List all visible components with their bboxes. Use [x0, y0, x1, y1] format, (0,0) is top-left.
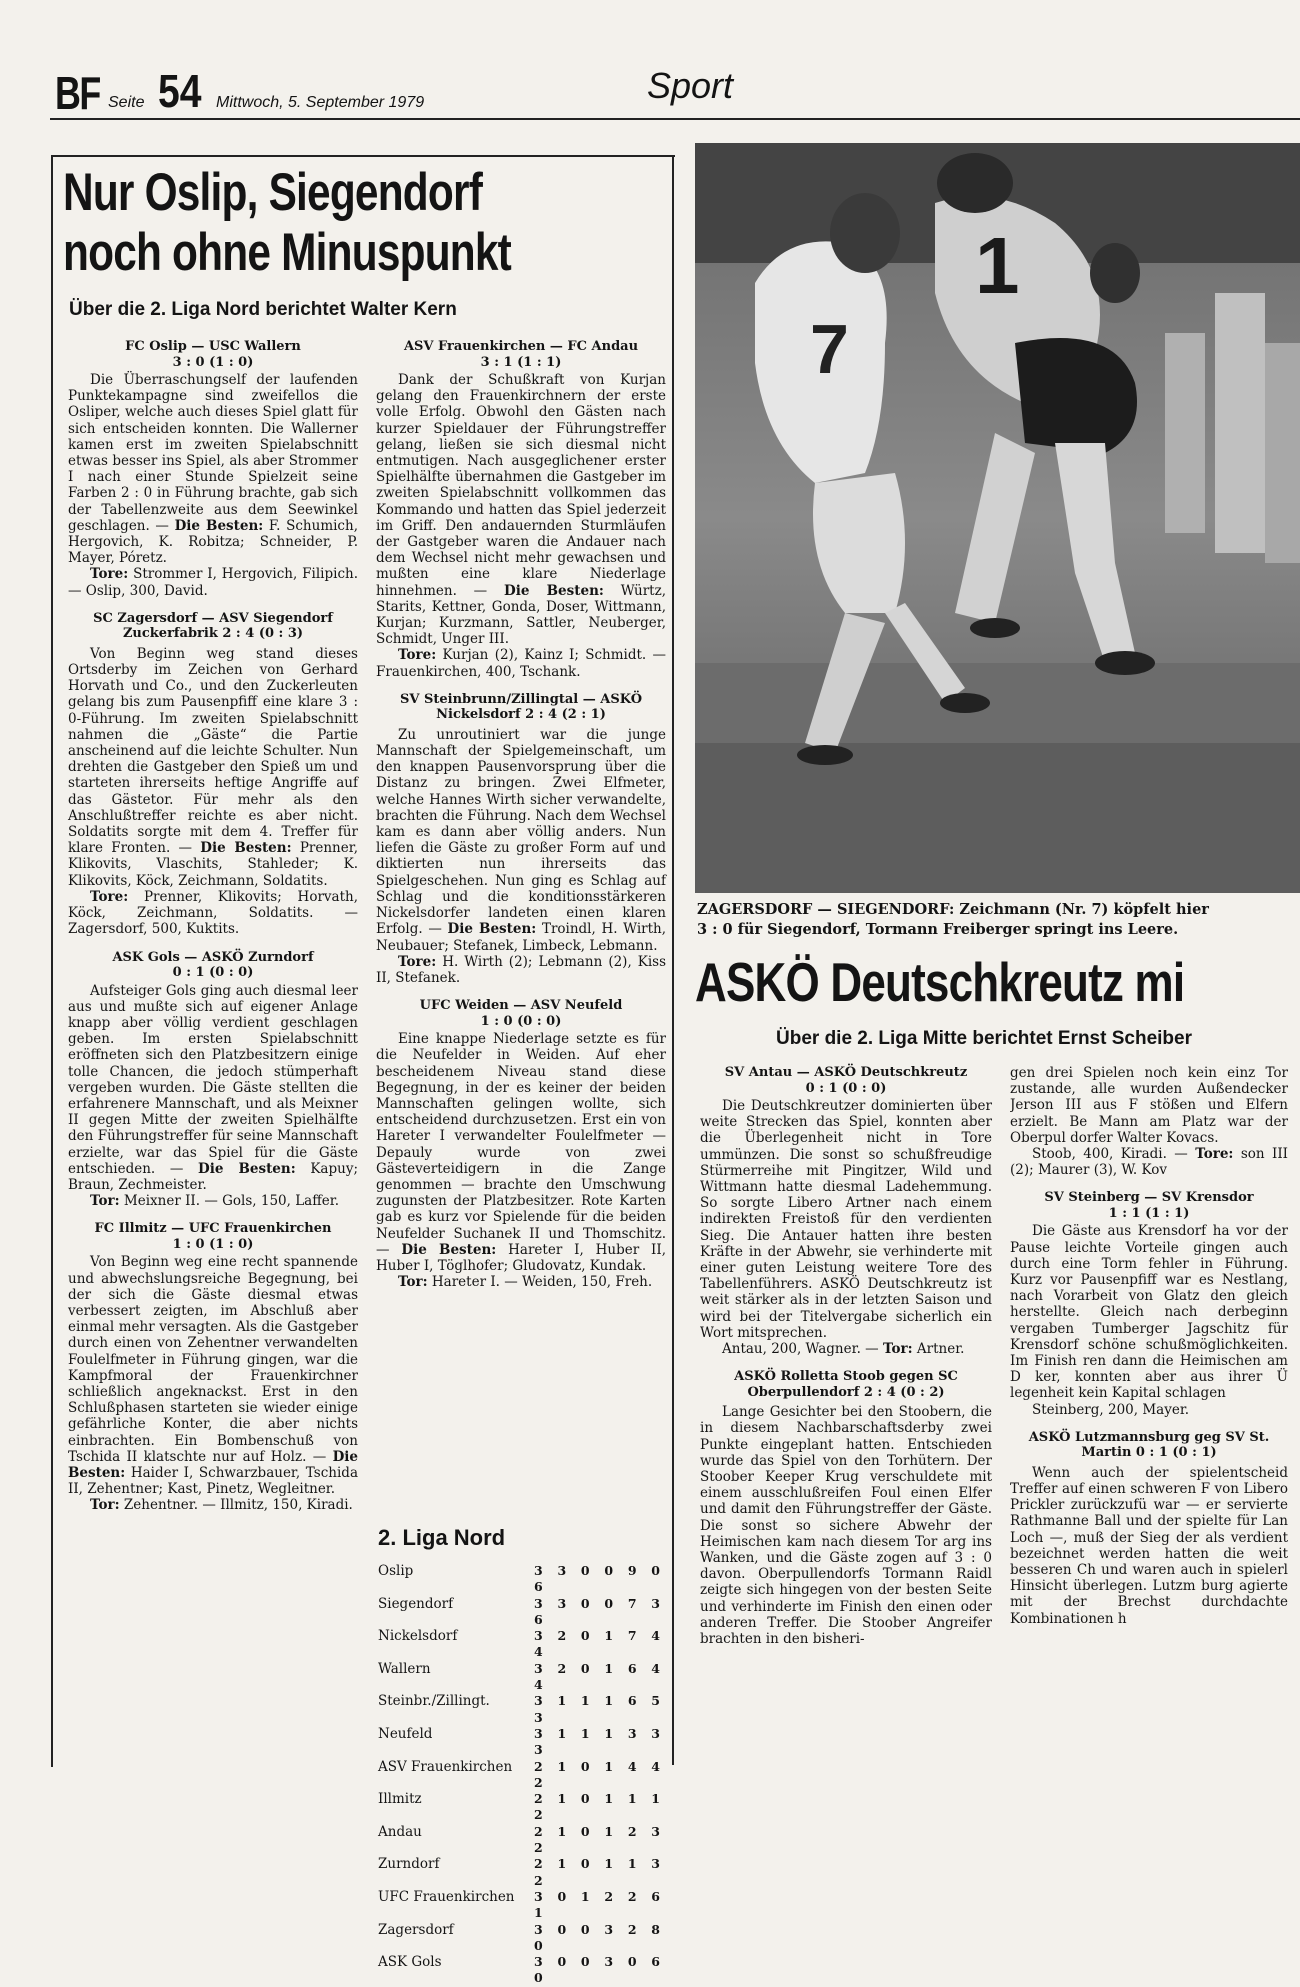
- match-report: [68, 983, 358, 1194]
- match-heading: UFC Weiden — ASV Neufeld: [419, 998, 623, 1014]
- masthead-rule: [50, 118, 1300, 120]
- league-table-rows: [378, 1563, 668, 1987]
- best-players-label: Die Besten:: [68, 1448, 358, 1481]
- report-text: Zu unroutiniert war die junge Mannschaft der Spielgemeinschaft, um den knappen Pausenvorsprung über die Distanz zu bringen. Zwei Elfmeter, welche Hannes Wirth sicher verwandelte, brachten die Führung. Nach dem Wechsel kam es dann aber völlig anders. Nun liefen die Gäste zu großer Form auf und diktierten nun ihrerseits das Spielgeschehen. Nun ging es Schlag auf Schlag und die konditionsstärkeren Nickelsdorfer landeten einen klaren Erfolg. —: [376, 726, 666, 938]
- match-scorers: [376, 647, 666, 679]
- best-players: Kapuy; Braun, Zechmeister.: [68, 1160, 358, 1193]
- team-stats: 3 0 0 3 2 8 0: [534, 1921, 666, 1953]
- best-players: F. Schumich, Hergovich, K. Robitza; Schneider, P. Mayer, Póretz.: [68, 517, 358, 567]
- best-players-label: Die Besten:: [200, 840, 292, 857]
- match-heading: ASV Frauenkirchen — FC Andau: [403, 339, 639, 354]
- match-heading: FC Oslip — USC Wallern: [125, 339, 301, 354]
- match-heading: FC Illmitz — UFC Frauenkirchen: [94, 1221, 332, 1237]
- league-table-title: 2. Liga Nord: [378, 1525, 506, 1550]
- match-scorers: [68, 1497, 358, 1513]
- headline-line-2: noch ohne Minuspunkt: [63, 223, 511, 282]
- goals-label: Tore:: [398, 953, 437, 970]
- league-table-row: [378, 1954, 668, 1987]
- goals: Zehentner. — Illmitz, 150, Kiradi.: [123, 1497, 353, 1514]
- league-table-row: [378, 1596, 668, 1629]
- match-report: [68, 646, 358, 889]
- article-column-1: [68, 339, 358, 1514]
- newspaper-logo: BF: [55, 67, 100, 119]
- report-text: Dank der Schußkraft von Kurjan gelang den Frauenkirchnern der erste volle Erfolg. Obwohl den Gästen nach kurzer Spieldauer der Führungstreffer gelang, ließen sie sich diesmal nicht entmutigen. Nach ausgeglichener erster Spielhälfte übernahmen die Gastgeber im zweiten Spielabschnitt vollkommen das Kommando und hatten das Spiel jederzeit im Griff. Den andauernden Sturmläufen der Gastgeber waren die Andauer nach dem Wechsel nicht mehr gewachsen und mußten eine klare Niederlage hinnehmen. —: [376, 372, 666, 599]
- goals-label: Tore:: [1195, 1146, 1234, 1163]
- match-score: 1 : 0 (1 : 0): [172, 1236, 254, 1252]
- team-stats: 2 1 0 1 2 3 2: [534, 1823, 666, 1856]
- team-name: ASV Frauenkirchen: [378, 1758, 513, 1775]
- match-heading: SV Steinbrunn/Zillingtal — ASKÖ Nickelsdorf 2 : 4 (2 : 1): [399, 691, 643, 723]
- match-heading: ASK Gols — ASKÖ Zurndorf: [112, 949, 314, 965]
- photo-caption: [697, 900, 1287, 940]
- league-table-row: [378, 1759, 668, 1792]
- goals: Strommer I, Hergovich, Filipich. — Oslip, 300, David.: [68, 566, 358, 599]
- league-table-row: [378, 1856, 668, 1889]
- match-info: Antau, 200, Wagner. —: [722, 1341, 879, 1358]
- goals-label: Tore:: [398, 647, 437, 664]
- goals: Kurjan (2), Kainz I; Schmidt. — Frauenkirchen, 400, Tschank.: [376, 647, 667, 680]
- article-box-right-rule: [672, 155, 674, 1765]
- team-name: ASK Gols: [378, 1954, 442, 1971]
- league-table-row: [378, 1791, 668, 1824]
- match-heading: SC Zagersdorf — ASV Siegendorf Zuckerfabrik 2 : 4 (0 : 3): [93, 610, 333, 642]
- match-heading: SV Antau — ASKÖ Deutschkreutz: [724, 1065, 968, 1080]
- match-heading: ASKÖ Lutzmannsburg geg SV St. Martin 0 : 1 (0 : 1): [1028, 1429, 1270, 1461]
- issue-date: Mittwoch, 5. September 1979: [216, 94, 425, 111]
- match-report: Wenn auch der spielentscheid Treffer auf einen schweren F von Libero Prickler zurückzufü war — er servierte Rathmanne Ball und der spielte für Lan Loch —, muß der Sieg der als verdient bezeichnet werden hatten die weit besseren Ch und waren auch in spielerl Hinsicht überlegen. Lutzm burg agierte mit der Brechst durchdachte Kombinationen h: [1010, 1464, 1288, 1627]
- league-table-row: [378, 1661, 668, 1694]
- best-players: Hareter I, Huber II, Huber I, Töglhofer; Gludovatz, Kundak.: [376, 1241, 666, 1274]
- team-stats: 3 0 1 2 2 6 1: [534, 1888, 666, 1921]
- best-players-label: Die Besten:: [401, 1241, 497, 1258]
- league-table-row: [378, 1693, 668, 1726]
- best-players: Troindl, H. Wirth, Neubauer; Stefanek, Limbeck, Lebmann.: [376, 921, 666, 954]
- goals-label: Tor:: [882, 1341, 913, 1358]
- goals-label: Tor:: [398, 1274, 428, 1291]
- league-table-row: [378, 1726, 668, 1759]
- match-photo-image: [695, 143, 1300, 893]
- team-stats: 3 3 0 0 9 0 6: [534, 1563, 666, 1595]
- league-table-row: [378, 1628, 668, 1661]
- match-score: 0 : 1 (0 : 0): [172, 965, 254, 980]
- team-name: Nickelsdorf: [378, 1628, 458, 1645]
- team-stats: 3 3 0 0 7 3 6: [534, 1595, 666, 1627]
- team-name: Andau: [378, 1823, 422, 1840]
- match-report: [376, 372, 666, 647]
- team-stats: 2 1 0 1 1 3 2: [534, 1856, 666, 1888]
- team-name: Zagersdorf: [378, 1921, 454, 1938]
- caption-line-1: ZAGERSDORF — SIEGENDORF: Zeichmann (Nr. 7) köpfelt hier: [697, 901, 1209, 918]
- headline-line-1: Nur Oslip, Siegendorf: [63, 163, 483, 222]
- goals: H. Wirth (2); Lebmann (2), Kiss II, Stefanek.: [376, 953, 666, 986]
- best-players-label: Die Besten:: [504, 582, 604, 599]
- league-table-row: [378, 1889, 668, 1922]
- masthead: [50, 60, 1300, 120]
- article-headline: [63, 163, 671, 283]
- goals: Prenner, Klikovits; Horvath, Köck, Zeichmann, Soldatits. — Zagersdorf, 500, Kuktits.: [68, 888, 358, 938]
- match-report: [376, 1031, 666, 1274]
- goals: Hareter I. — Weiden, 150, Freh.: [431, 1274, 653, 1291]
- match-report: [376, 727, 666, 954]
- page-label: Seite: [108, 94, 145, 111]
- report-text: Von Beginn weg stand dieses Ortsderby im Zeichen von Gerhard Horvath und Co., und den Zuckerleuten gelang bis zum Pausenpfiff eine klare 3 : 0-Führung. Im zweiten Spielabschnitt nahmen die „Gäste“ die Partie anscheinend auf die leichte Schulter. Nun drehten die Gastgeber den Spieß um und starteten ihrerseits heftige Angriffe auf das Gästetor. Für mehr als den Anschlußtreffer reichte es aber nicht. Soldatits sorgte mit dem 4. Treffer für klare Fronten. —: [68, 645, 358, 857]
- match-report: [68, 372, 358, 566]
- league-table-row: [378, 1824, 668, 1857]
- article2-column-1: [700, 1065, 992, 1647]
- team-name: Illmitz: [378, 1791, 422, 1808]
- team-name: Steinbr./Zillingt.: [378, 1693, 490, 1710]
- match-scorers: [68, 1193, 358, 1209]
- match-scorers: [1010, 1146, 1288, 1178]
- goals: son III (2); Maurer (3), W. Kov: [1010, 1146, 1288, 1179]
- team-name: Wallern: [378, 1660, 431, 1677]
- match-score: 0 : 1 (0 : 0): [805, 1080, 887, 1096]
- caption-line-2: 3 : 0 für Siegendorf, Tormann Freiberger springt ins Leere.: [697, 921, 1179, 938]
- page-number: 54: [158, 65, 202, 117]
- team-stats: 3 0 0 3 0 6 0: [534, 1954, 666, 1986]
- team-stats: 3 2 0 1 7 4 4: [534, 1628, 666, 1660]
- team-name: Oslip: [378, 1563, 414, 1579]
- goals: Meixner II. — Gols, 150, Laffer.: [123, 1193, 340, 1210]
- best-players-label: Die Besten:: [447, 921, 537, 938]
- goals: Artner.: [916, 1341, 965, 1358]
- report-text: Aufsteiger Gols ging auch diesmal leer aus und mußte sich auf eigener Anlage knapp aber völlig verdient geschlagen geben. Im ersten Spielabschnitt eröffneten sich den Platzbesitzern einige tolle Chancen, die jedoch stümperhaft vergeben wurden. Die Gäste stellten die erfahrenere Mannschaft, und als Meixner II gegen Mitte der zweiten Spielhälfte den Führungstreffer für seine Mannschaft erzielte, war das Spiel für die Gäste entschieden. —: [68, 982, 358, 1177]
- report-text: Von Beginn weg eine recht spannende und abwechslungsreiche Begegnung, bei der sich die Gäste diesmal etwas verbessert zeigten, im Abschluß aber einmal mehr versagten. Als die Gastgeber durch einen von Zehentner verwandelten Foulelfmeter in Führung gingen, war die Kampfmoral der Frauenkirchner schließlich angeknackst. Erst in den Schlußphasen starteten sie wieder einige gefährliche Konter, die aber nichts einbrachten. Ein Bombenschuß von Tschida II klatschte nur auf Holz. —: [68, 1254, 358, 1465]
- match-scorers: [376, 954, 666, 986]
- best-players: Haider I, Schwarzbauer, Tschida II, Zehentner; Kast, Pinetz, Wegleitner.: [68, 1464, 359, 1498]
- best-players: Würtz, Starits, Kettner, Gonda, Doser, Wittmann, Kurjan; Kurzmann, Sattler, Neuberger, Schmidt, Unger III.: [376, 582, 666, 648]
- match-photo: [695, 143, 1300, 893]
- article2-column-2: [1010, 1065, 1288, 1627]
- match-report: [68, 1254, 358, 1497]
- best-players: Prenner, Klikovits, Vlaschits, Stahleder; K. Klikovits, Köck, Zeichmann, Soldatits.: [68, 840, 358, 889]
- goals-label: Tore:: [90, 888, 129, 905]
- match-scorers: [700, 1341, 992, 1357]
- team-name: Zurndorf: [378, 1856, 440, 1873]
- match-info: Stoob, 400, Kiradi. —: [1032, 1146, 1188, 1163]
- goals-label: Tor:: [90, 1193, 120, 1210]
- match-score: 3 : 1 (1 : 1): [480, 354, 562, 370]
- match-report: Die Gäste aus Krensdorf ha vor der Pause leichte Vorteile gingen auch durch eine Torm fehler in Führung. Kurz vor Pausenpfiff war es Nestlang, nach Vorarbeit von Glatz den gleich herstellte. Gleich nach derbeginn vergaben Tumberger Jagschitz für Krensdorf schöne schußmöglichkeiten. Im Finish ren dann die Heimischen am D ker, konnten aber aus ihrer Ü legenheit kein Kapital schlagen: [1010, 1223, 1288, 1402]
- match-score: 3 : 0 (1 : 0): [172, 354, 254, 370]
- svg-text:7: 7: [810, 310, 849, 388]
- team-name: UFC Frauenkirchen: [378, 1888, 515, 1905]
- league-table: [378, 1525, 668, 1987]
- article-column-2: [376, 339, 666, 1290]
- match-scorers: [68, 889, 358, 938]
- report-text: Die Überraschungself der laufenden Punktekampagne sind zweifellos die Osliper, welche auch dieses Spiel glatt für sich entscheiden konnten. Die Wallerner kamen erst im zweiten Spielabschnitt etwas besser ins Spiel, als aber Strommer I nach einer Stunde Spielzeit seine Farben 2 : 0 in Führung brachte, gab sich der Tabellenzweite aus dem Seewinkel geschlagen. —: [68, 372, 358, 534]
- match-score: 1 : 0 (0 : 0): [480, 1013, 562, 1029]
- team-stats: 3 2 0 1 6 4 4: [534, 1660, 666, 1693]
- section-title: Sport: [647, 65, 734, 106]
- match-scorers: [376, 1274, 666, 1290]
- team-stats: 3 1 1 1 3 3 3: [534, 1725, 666, 1758]
- league-table-row: [378, 1922, 668, 1955]
- team-stats: 3 1 1 1 6 5 3: [534, 1693, 666, 1725]
- match-report: gen drei Spielen noch kein einz Tor zustande, alle wurden Außendecker Jerson III aus F stößen und Elfern erzielt. Be Mann am Platz war der Oberpul dorfer Walter Kovacs.: [1010, 1065, 1288, 1146]
- match-report: Die Deutschkreutzer dominierten über weite Strecken das Spiel, konnten aber die Überlegenheit nicht in Tore ummünzen. Die sonst so schußfreudige Stürmerreihe mit Pingitzer, Wild und Wittmann hatte diesmal Ladehemmung. So sorgte Libero Artner nach einem indirekten Freistoß für den verdienten Sieg. Die Antauer hatten ihre besten Kräfte in der Abwehr, sie verhinderte mit einer guten Leistung weitere Tore des Tabellenführers. ASKÖ Deutschkreutz ist weit stärker als in der letzten Saison und wird bei der Titelvergabe sicherlich ein Wort mitsprechen.: [700, 1098, 992, 1341]
- article-byline: Über die 2. Liga Nord berichtet Walter Kern: [69, 299, 457, 320]
- goals-label: Tore:: [90, 566, 129, 583]
- team-name: Siegendorf: [378, 1595, 454, 1612]
- match-score: 1 : 1 (1 : 1): [1108, 1205, 1190, 1221]
- match-heading: SV Steinberg — SV Krensdor: [1044, 1190, 1254, 1206]
- article2-headline: ASKÖ Deutschkreutz mi: [695, 951, 1185, 1013]
- team-stats: 2 1 0 1 4 4 2: [534, 1758, 666, 1790]
- match-report: Lange Gesichter bei den Stoobern, die in diesem Nachbarschaftsderby zwei Punkte eingeplant hatten. Entschieden wurde das Spiel von den Torhütern. Der Stoober Keeper Krug verschuldete mit einem ausschlußreifen Foul einen Elfer und damit den Führungstreffer der Gäste. Die sonst so sichere Abwehr der Heimischen kam nach diesem Tor arg ins Wanken, und die Gäste zogen auf 3 : 0 davon. Oberpullendorfs Tormann Raidl zeigte sich hingegen von der besten Seite und verhinderte im Finish den einen oder anderen Treffer. Die Stoober Angreifer brachten in den bisheri-: [700, 1404, 992, 1648]
- team-name: Neufeld: [378, 1725, 433, 1742]
- team-stats: 2 1 0 1 1 1 2: [534, 1791, 666, 1823]
- goals-label: Tor:: [90, 1497, 120, 1514]
- report-text: Eine knappe Niederlage setzte es für die Neufelder in Weiden. Auf eher bescheidenem Niveau stand diese Begegnung, in der es keiner der beiden Mannschaften gelingen wollte, sich entscheidend durchzusetzen. Erst ein von Hareter I verwandelter Foulelfmeter — Depauly wurde von zwei Gästeverteidigern in die Zange genommen — brachte den Umschwung zugunsten der Platzbesitzer. Rote Karten gab es kurz vor Spielende für die beiden Neufelder Suchanek II und Thomschitz. —: [376, 1031, 666, 1258]
- match-heading: ASKÖ Rolletta Stoob gegen SC Oberpullendorf 2 : 4 (0 : 2): [734, 1369, 958, 1400]
- article2-byline: Über die 2. Liga Mitte berichtet Ernst Scheiber: [776, 1028, 1192, 1049]
- svg-text:1: 1: [975, 221, 1020, 310]
- best-players-label: Die Besten:: [198, 1160, 296, 1177]
- match-info: Steinberg, 200, Mayer.: [1032, 1401, 1190, 1418]
- best-players-label: Die Besten:: [174, 517, 264, 534]
- match-scorers: [68, 566, 358, 598]
- league-table-row: [378, 1563, 668, 1596]
